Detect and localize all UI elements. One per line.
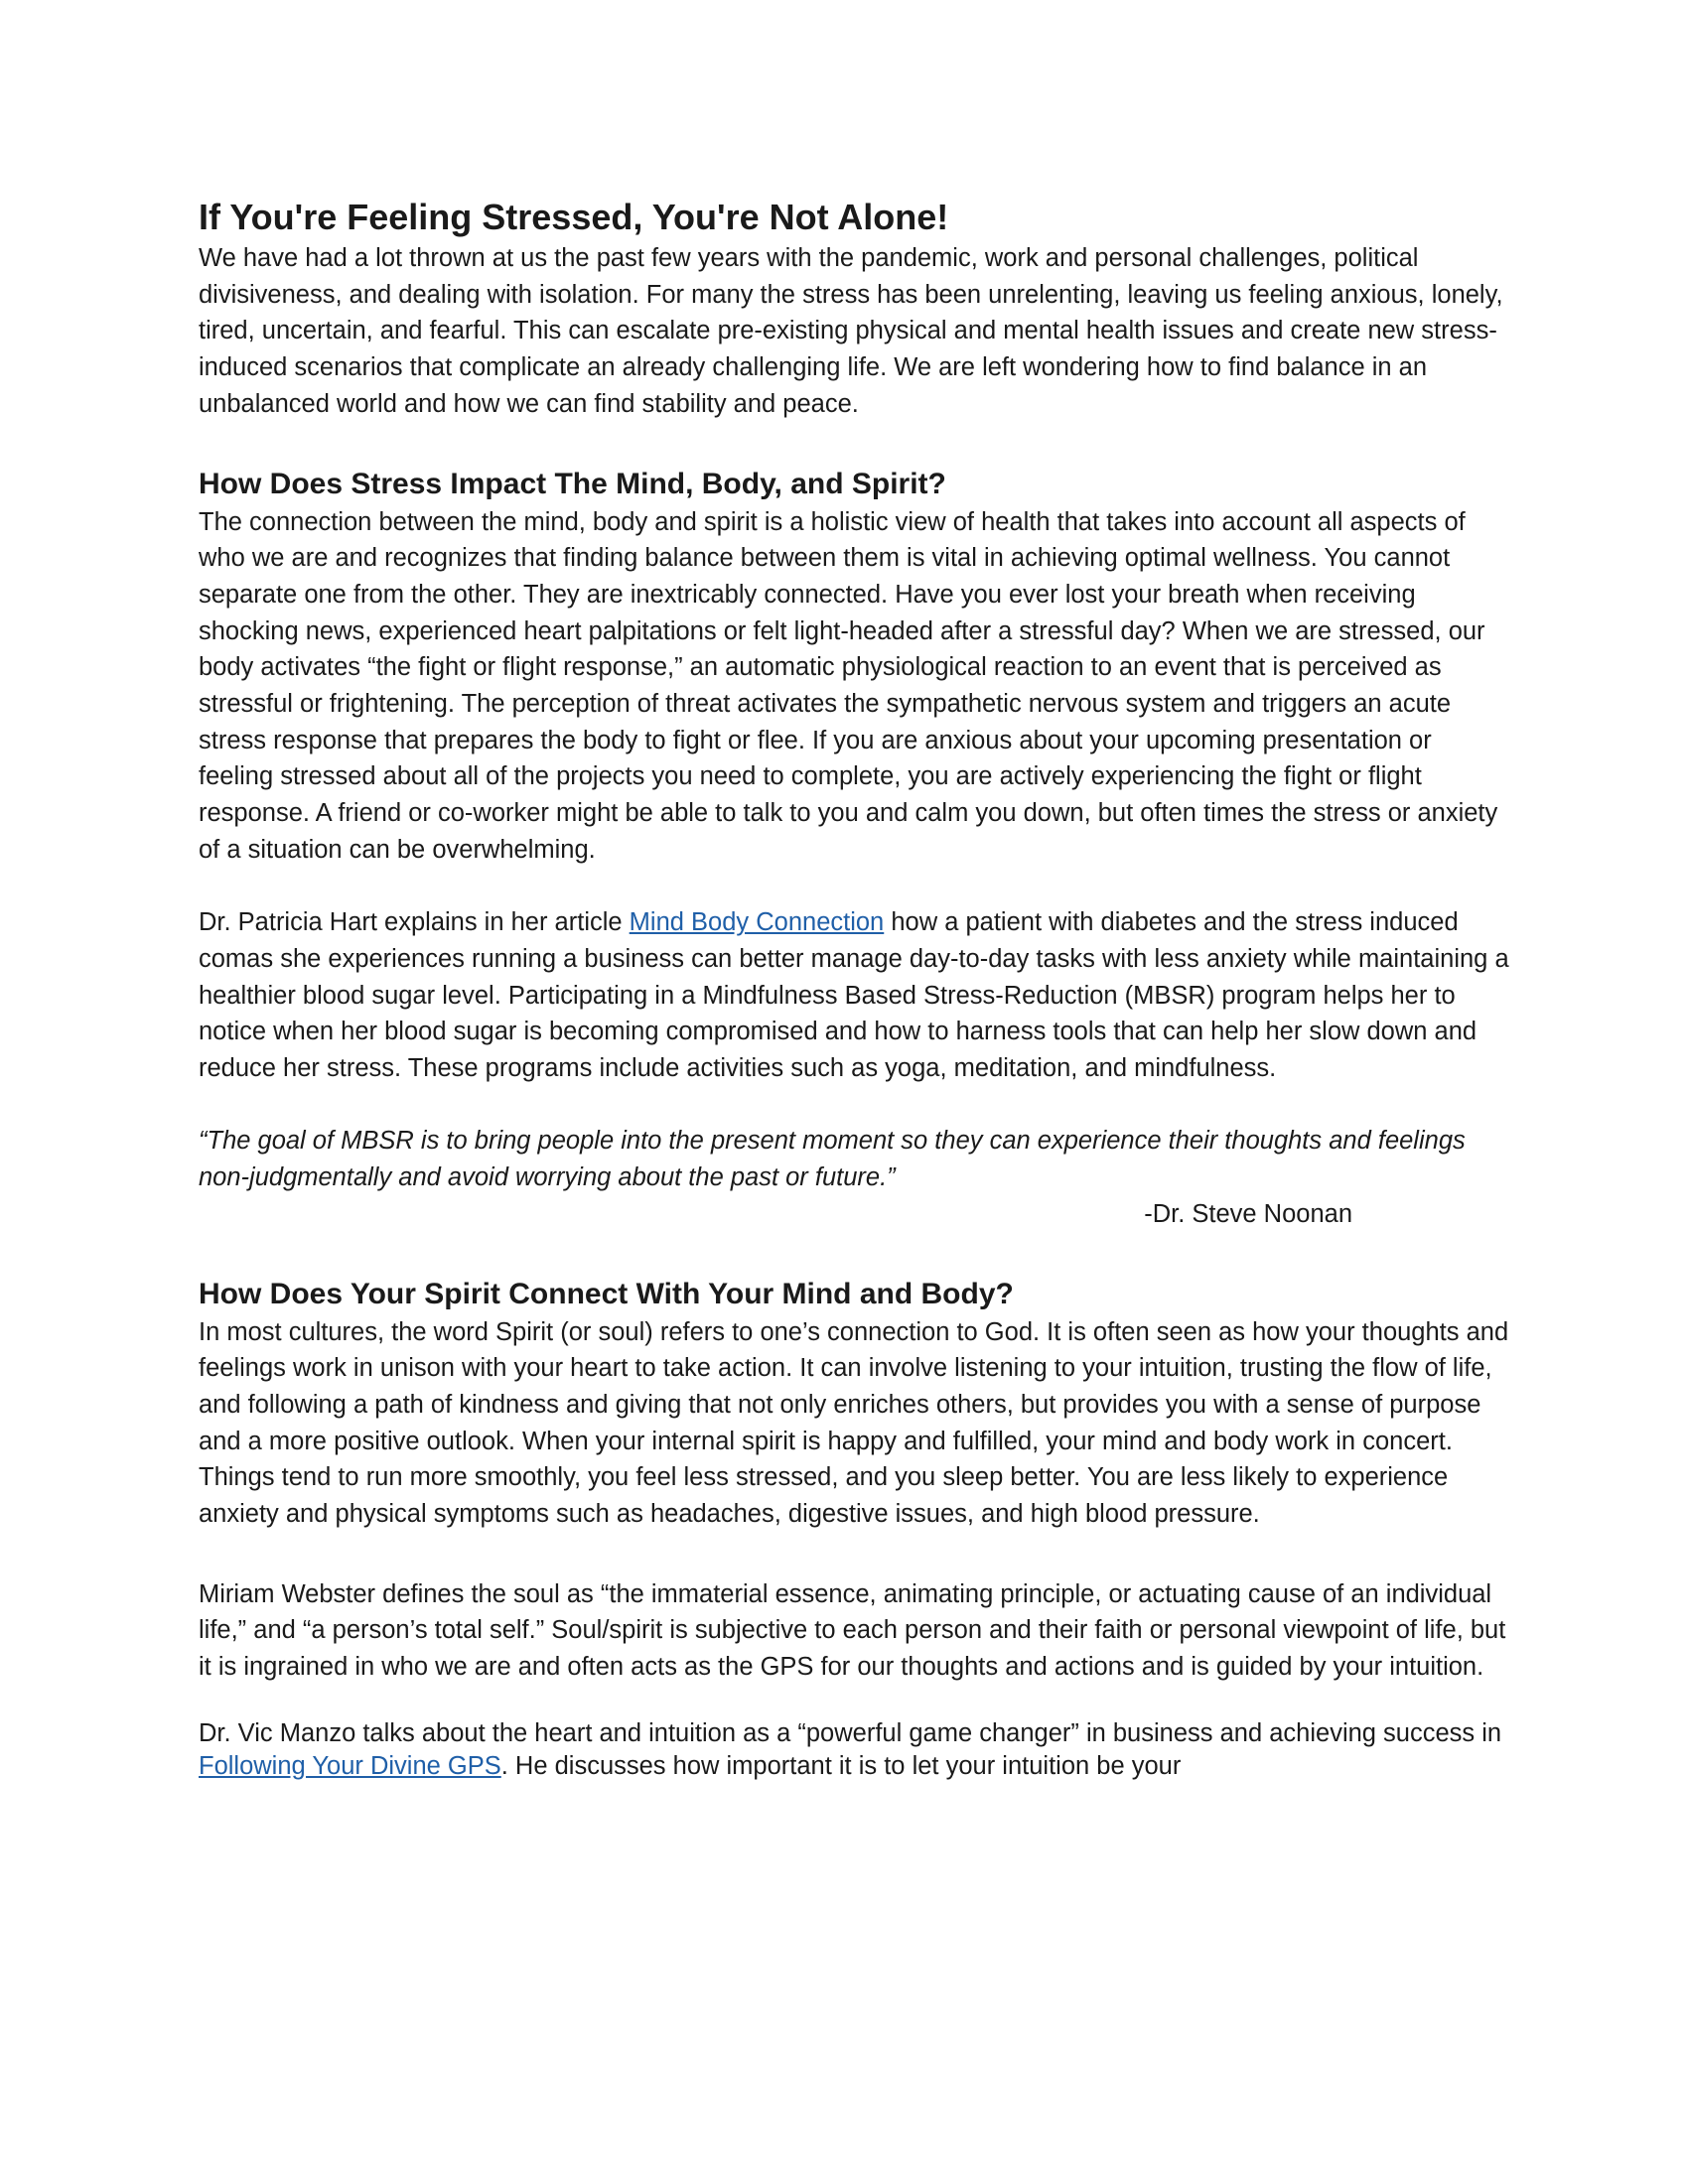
mind-body-connection-link[interactable]: Mind Body Connection xyxy=(629,908,885,937)
webster-paragraph: Miriam Webster defines the soul as “the immaterial essence, animating principle, or actuating cause of an individual life,” and “a person’s total self.” Soul/spirit is subjective to each person and their faith or personal viewpoint of life, but it is ingrained in who we are and often acts as the GPS for our thoughts and actions and is guided by your intuition. xyxy=(199,1579,1506,1682)
spirit-paragraph: In most cultures, the word Spirit (or soul) refers to one’s connection to God. It is often seen as how your thoughts and feelings work in unison with your heart to take action. It can involve listening to your intuition, trusting the flow of life, and following a path of kindness and giving that not only enriches others, but provides you with a sense of purpose and a more positive outlook. When your internal spirit is happy and fulfilled, your mind and body work in concert. Things tend to run more smoothly, you feel less stressed, and you sleep better. You are less likely to experience anxiety and physical symptoms such as headaches, digestive issues, and high blood pressure. xyxy=(199,1317,1509,1529)
stress-impact-heading: How Does Stress Impact The Mind, Body, and Spirit? xyxy=(199,467,946,500)
main-heading: If You're Feeling Stressed, You're Not Alone! xyxy=(199,197,949,237)
quote-attribution: -Dr. Steve Noonan xyxy=(1144,1199,1352,1228)
hart-text-after: how a patient with diabetes and the stress induced comas she experiences running a business can better manage day-to-day tasks with less anxiety while maintaining a healthier blood sugar level. Participating in a Mindfulness Based Stress-Reduction (MBSR) program helps her to notice when her blood sugar is becoming compromised and how to harness tools that can help her slow down and reduce her stress. These programs include activities such as yoga, meditation, and mindfulness. xyxy=(199,908,1509,1083)
manzo-text-after: . He discusses how important it is to let your intuition be your xyxy=(500,1751,1182,1780)
hart-paragraph xyxy=(199,904,1509,1087)
stress-impact-paragraph: The connection between the mind, body and spirit is a holistic view of health that takes into account all aspects of who we are and recognizes that finding balance between them is vital in achieving optimal wellness. You cannot separate one from the other. They are inextricably connected. Have you ever lost your breath when receiving shocking news, experienced heart palpitations or felt light-headed after a stressful day? When we are stressed, our body activates “the fight or flight response,” an automatic physiological reaction to an event that is perceived as stressful or frightening. The perception of threat activates the sympathetic nervous system and triggers an acute stress response that prepares the body to fight or flee. If you are anxious about your upcoming presentation or feeling stressed about all of the projects you need to complete, you are actively experiencing the fight or flight response. A friend or co-worker might be able to talk to you and calm you down, but often times the stress or anxiety of a situation can be overwhelming. xyxy=(199,507,1498,864)
divine-gps-link[interactable]: Following Your Divine GPS xyxy=(199,1751,501,1780)
manzo-paragraph xyxy=(199,1717,1509,1783)
hart-text-before: Dr. Patricia Hart explains in her article xyxy=(199,908,630,937)
intro-paragraph: We have had a lot thrown at us the past few years with the pandemic, work and personal challenges, political divisiveness, and dealing with isolation. For many the stress has been unrelenting, leaving us feeling anxious, lonely, tired, uncertain, and fearful. This can escalate pre-existing physical and mental health issues and create new stress-induced scenarios that complicate an already challenging life. We are left wondering how to find balance in an unbalanced world and how we can find stability and peace. xyxy=(199,244,1503,418)
manzo-text-before: Dr. Vic Manzo talks about the heart and intuition as a “powerful game changer” in business and achieving success in xyxy=(199,1718,1502,1747)
spirit-heading: How Does Your Spirit Connect With Your Mind and Body? xyxy=(199,1277,1014,1310)
article-body xyxy=(199,195,1509,1783)
mbsr-quote: “The goal of MBSR is to bring people into the present moment so they can experience their thoughts and feelings non-judgmentally and avoid worrying about the past or future.” xyxy=(199,1127,1466,1192)
